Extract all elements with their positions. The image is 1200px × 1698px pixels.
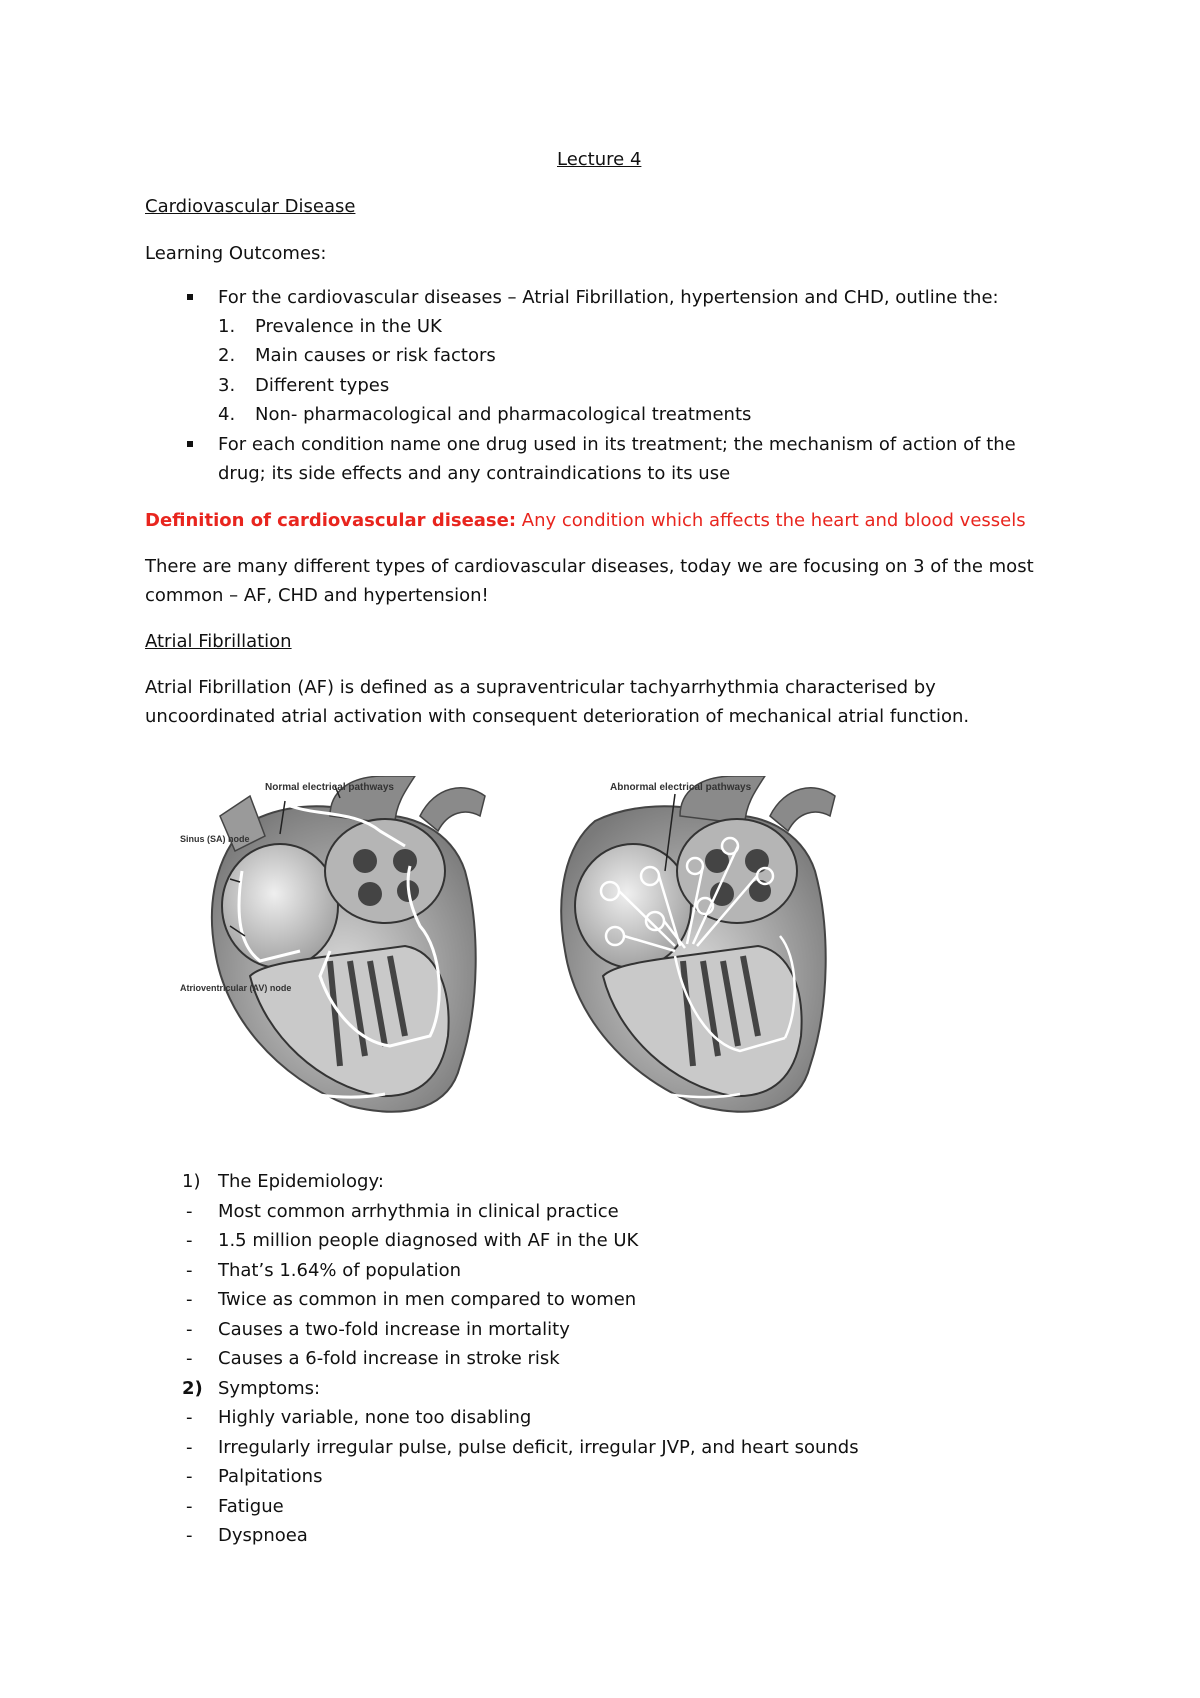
- bullet-square-icon: [187, 294, 193, 300]
- list-dash: -: [186, 1348, 193, 1369]
- list-dash: -: [186, 1437, 193, 1458]
- list-dash: -: [186, 1466, 193, 1487]
- list-dash: -: [186, 1407, 193, 1428]
- page-title: Lecture 4: [557, 149, 642, 170]
- definition-label: Definition of cardiovascular disease:: [145, 510, 517, 531]
- numbered-item-text: Prevalence in the UK: [255, 316, 442, 337]
- numbered-item-text: Non- pharmacological and pharmacological treatments: [255, 404, 752, 425]
- normal-heart-illustration: [212, 776, 485, 1112]
- section-title: Cardiovascular Disease: [145, 196, 356, 217]
- bullet-square-icon: [187, 441, 193, 447]
- definition-line: [145, 509, 1026, 533]
- outcomes-heading: Learning Outcomes:: [145, 243, 327, 264]
- list-dash: -: [186, 1260, 193, 1281]
- af-definition-line-2: uncoordinated atrial activation with consequent deterioration of mechanical atrial function.: [145, 706, 970, 727]
- abnormal-heart-illustration: [561, 776, 835, 1112]
- symptom-item: Dyspnoea: [218, 1525, 308, 1546]
- symptom-item: Irregularly irregular pulse, pulse deficit, irregular JVP, and heart sounds: [218, 1437, 859, 1458]
- epidemiology-number: 1): [182, 1171, 201, 1192]
- epidemiology-item: Causes a 6-fold increase in stroke risk: [218, 1348, 560, 1369]
- sinus-node-label: Sinus (SA) node: [180, 834, 250, 844]
- heart-electrical-pathways-figure: [180, 776, 880, 1121]
- list-dash: -: [186, 1201, 193, 1222]
- outcome-bullet-2-line1: For each condition name one drug used in its treatment; the mechanism of action of the: [218, 434, 1016, 455]
- list-dash: -: [186, 1289, 193, 1310]
- outcome-bullet-1: For the cardiovascular diseases – Atrial Fibrillation, hypertension and CHD, outline the:: [218, 287, 999, 308]
- symptoms-number: 2): [182, 1378, 203, 1399]
- epidemiology-item: That’s 1.64% of population: [218, 1260, 462, 1281]
- symptom-item: Palpitations: [218, 1466, 323, 1487]
- epidemiology-item: Causes a two-fold increase in mortality: [218, 1319, 570, 1340]
- list-dash: -: [186, 1319, 193, 1340]
- symptoms-heading: Symptoms:: [218, 1378, 321, 1399]
- numbered-item-text: Different types: [255, 375, 390, 396]
- af-heading: Atrial Fibrillation: [145, 631, 292, 652]
- epidemiology-heading: The Epidemiology:: [218, 1171, 384, 1192]
- list-dash: -: [186, 1496, 193, 1517]
- symptom-item: Highly variable, none too disabling: [218, 1407, 532, 1428]
- abnormal-pathways-label: Abnormal electrical pathways: [610, 782, 752, 793]
- list-dash: -: [186, 1230, 193, 1251]
- numbered-item-text: Main causes or risk factors: [255, 345, 496, 366]
- numbered-item-number: 4.: [218, 404, 236, 425]
- intro-line-1: There are many different types of cardiovascular diseases, today we are focusing on 3 of the most: [145, 556, 1034, 577]
- numbered-item-number: 1.: [218, 316, 236, 337]
- heart-diagram-svg: [180, 776, 880, 1121]
- list-dash: -: [186, 1525, 193, 1546]
- definition-text: Any condition which affects the heart and blood vessels: [516, 510, 1026, 531]
- epidemiology-item: 1.5 million people diagnosed with AF in the UK: [218, 1230, 639, 1251]
- numbered-item-number: 3.: [218, 375, 236, 396]
- outcome-bullet-2-line2: drug; its side effects and any contraindications to its use: [218, 463, 731, 484]
- intro-line-2: common – AF, CHD and hypertension!: [145, 585, 489, 606]
- av-node-label: Atrioventricular (AV) node: [180, 983, 292, 993]
- numbered-item-number: 2.: [218, 345, 236, 366]
- normal-pathways-label: Normal electrical pathways: [265, 782, 394, 793]
- epidemiology-item: Most common arrhythmia in clinical practice: [218, 1201, 619, 1222]
- af-definition-line-1: Atrial Fibrillation (AF) is defined as a supraventricular tachyarrhythmia characterised by: [145, 677, 936, 698]
- epidemiology-item: Twice as common in men compared to women: [218, 1289, 637, 1310]
- symptom-item: Fatigue: [218, 1496, 284, 1517]
